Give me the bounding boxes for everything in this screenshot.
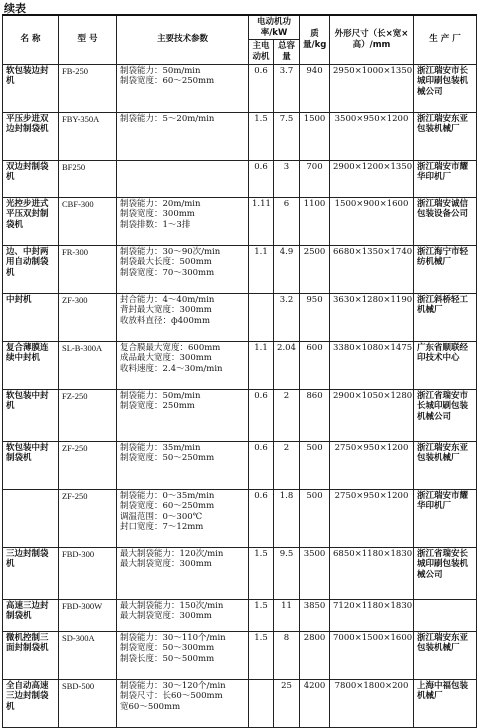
row-name: 三边封制袋机 bbox=[3, 547, 59, 599]
row-dims: 2900×1050×1280 bbox=[330, 389, 414, 441]
param-line: 成品最大宽度：300mm bbox=[120, 353, 212, 364]
row-mass: 3850 bbox=[300, 599, 330, 631]
row-mass: 500 bbox=[300, 441, 330, 489]
param-line: 背封最大宽度：300mm bbox=[120, 305, 212, 316]
param-line: 制袋尺寸：长60～500mm bbox=[120, 691, 223, 702]
col-header-name: 名 称 bbox=[3, 15, 59, 64]
row-main-power: 0.6 bbox=[249, 64, 274, 112]
row-main-power: 1.11 bbox=[249, 197, 274, 245]
row-params bbox=[117, 160, 249, 197]
row-dims: 6850×1180×1830 bbox=[330, 547, 414, 599]
row-model: FBY-350A bbox=[59, 112, 117, 160]
row-main-power: 0.6 bbox=[249, 489, 274, 547]
row-dims: 7000×1500×1600 bbox=[330, 631, 414, 679]
row-mass: 600 bbox=[300, 341, 330, 389]
table-row bbox=[3, 489, 477, 547]
row-model: ZF-250 bbox=[59, 441, 117, 489]
param-line: 制袋宽度：70～300mm bbox=[120, 267, 215, 278]
param-line: 制袋能力：30～110个/min bbox=[120, 632, 226, 643]
row-main-power: 0.6 bbox=[249, 160, 274, 197]
row-total-power: 7.5 bbox=[274, 112, 300, 160]
row-name: 软包装中封制袋机 bbox=[3, 441, 59, 489]
row-params bbox=[117, 341, 249, 389]
table-row bbox=[3, 197, 477, 245]
row-params bbox=[117, 293, 249, 341]
row-model: FZ-250 bbox=[59, 389, 117, 441]
param-line: 复合膜最大宽度：600mm bbox=[120, 342, 221, 353]
param-line: 制袋能力：30～120个/min bbox=[120, 680, 226, 691]
row-mass: 1500 bbox=[300, 112, 330, 160]
row-main-power: 1.1 bbox=[249, 245, 274, 293]
row-mass: 2800 bbox=[300, 631, 330, 679]
param-line: 制袋能力：50m/min bbox=[120, 65, 201, 76]
row-mass: 2500 bbox=[300, 245, 330, 293]
param-line: 最大制袋宽度：300mm bbox=[120, 559, 212, 570]
table-row bbox=[3, 441, 477, 489]
table-row bbox=[3, 64, 477, 112]
col-header-main-power: 主电动机 bbox=[249, 40, 274, 64]
row-maker: 浙江瑞安东亚包装机械厂 bbox=[414, 112, 477, 160]
row-main-power bbox=[249, 293, 274, 341]
row-name: 复合薄膜连续中封机 bbox=[3, 341, 59, 389]
row-main-power: 1.1 bbox=[249, 341, 274, 389]
param-line: 制袋能力：30～90次/min bbox=[120, 246, 221, 257]
row-mass: 500 bbox=[300, 489, 330, 547]
row-name: 平压步进双边封制袋机 bbox=[3, 112, 59, 160]
row-model: FBD-300W bbox=[59, 599, 117, 631]
row-mass: 860 bbox=[300, 389, 330, 441]
row-params bbox=[117, 441, 249, 489]
table-row bbox=[3, 293, 477, 341]
row-main-power: 0.6 bbox=[249, 389, 274, 441]
col-header-total-power: 总容量 bbox=[274, 40, 300, 64]
row-dims: 7800×1800×200 bbox=[330, 679, 414, 727]
param-line: 收料速度：2.4～30m/min bbox=[120, 363, 223, 374]
table-row bbox=[3, 679, 477, 727]
param-line: 制袋宽度：60～250mm bbox=[120, 501, 215, 512]
row-maker: 浙江瑞安市长城印刷包装机械公司 bbox=[414, 64, 477, 112]
row-total-power: 25 bbox=[274, 679, 300, 727]
row-dims: 1500×900×1600 bbox=[330, 197, 414, 245]
param-line: 制袋能力：5～20m/min bbox=[120, 113, 215, 124]
row-dims: 2900×1200×1350 bbox=[330, 160, 414, 197]
row-dims: 3500×950×1200 bbox=[330, 112, 414, 160]
col-header-power: 电动机功率/kW bbox=[249, 15, 300, 40]
row-dims: 3630×1280×1190 bbox=[330, 293, 414, 341]
row-name: 微机控制三面封制袋机 bbox=[3, 631, 59, 679]
row-maker: 浙江省瑞安长城印刷包装机械公司 bbox=[414, 547, 477, 599]
row-main-power: 1.5 bbox=[249, 631, 274, 679]
row-maker: 浙江斜桥轻工机械厂 bbox=[414, 293, 477, 341]
param-line: 最大制袋宽度：300mm bbox=[120, 611, 212, 622]
param-line: 制袋排数：1～3排 bbox=[120, 219, 191, 230]
row-total-power: 2 bbox=[274, 389, 300, 441]
param-line: 最大制袋能力：120次/min bbox=[120, 548, 224, 559]
param-line: 宽60～500mm bbox=[120, 701, 181, 712]
col-header-dims: 外形尺寸（长×宽×高）/mm bbox=[330, 15, 414, 64]
row-name: 中封机 bbox=[3, 293, 59, 341]
row-name bbox=[3, 489, 59, 547]
row-model: FR-300 bbox=[59, 245, 117, 293]
row-total-power: 9.5 bbox=[274, 547, 300, 599]
table-row bbox=[3, 245, 477, 293]
row-total-power: 2 bbox=[274, 441, 300, 489]
param-line: 制袋宽度：300mm bbox=[120, 209, 195, 220]
row-mass: 1100 bbox=[300, 197, 330, 245]
param-line: 封口宽度：7～12mm bbox=[120, 522, 204, 533]
row-main-power: 1.5 bbox=[249, 599, 274, 631]
row-name: 全自动高速三边封制袋机 bbox=[3, 679, 59, 727]
row-params bbox=[117, 679, 249, 727]
row-dims: 7120×1180×1830 bbox=[330, 599, 414, 631]
row-maker: 浙江瑞安诚信包装设备公司 bbox=[414, 197, 477, 245]
row-model: ZF-250 bbox=[59, 489, 117, 547]
row-mass: 3500 bbox=[300, 547, 330, 599]
param-line: 制袋宽度：50～250mm bbox=[120, 453, 215, 464]
table-row bbox=[3, 112, 477, 160]
row-params bbox=[117, 389, 249, 441]
row-params bbox=[117, 64, 249, 112]
row-model: SD-300A bbox=[59, 631, 117, 679]
row-total-power: 1.8 bbox=[274, 489, 300, 547]
param-line: 调温范围：0～300℃ bbox=[120, 511, 203, 522]
row-main-power: 1.5 bbox=[249, 547, 274, 599]
param-line: 收放料直径：ф400mm bbox=[120, 315, 210, 326]
row-params bbox=[117, 245, 249, 293]
row-params bbox=[117, 631, 249, 679]
row-total-power: 4.9 bbox=[274, 245, 300, 293]
row-model: FBD-300 bbox=[59, 547, 117, 599]
row-maker: 浙江瑞安市耀华印机厂 bbox=[414, 489, 477, 547]
table-row bbox=[3, 631, 477, 679]
row-maker: 上海中福包装机械厂 bbox=[414, 679, 477, 727]
row-name: 光控步进式平压双封制袋机 bbox=[3, 197, 59, 245]
row-mass: 4200 bbox=[300, 679, 330, 727]
row-maker: 广东省顺联经印技术中心 bbox=[414, 341, 477, 389]
row-model: SL-B-300A bbox=[59, 341, 117, 389]
row-dims: 2750×950×1200 bbox=[330, 441, 414, 489]
row-name: 软包装中封机 bbox=[3, 389, 59, 441]
param-line: 制袋能力：0～35m/min bbox=[120, 490, 215, 501]
row-name: 软包装边封机 bbox=[3, 64, 59, 112]
table-row bbox=[3, 599, 477, 631]
row-model: FB-250 bbox=[59, 64, 117, 112]
row-dims: 2750×950×1200 bbox=[330, 489, 414, 547]
row-name: 双边封制袋机 bbox=[3, 160, 59, 197]
row-params bbox=[117, 599, 249, 631]
table-row bbox=[3, 160, 477, 197]
row-model: BF250 bbox=[59, 160, 117, 197]
row-total-power: 11 bbox=[274, 599, 300, 631]
param-line: 制袋长度：50～500mm bbox=[120, 653, 215, 664]
param-line: 制袋最大长度：500mm bbox=[120, 257, 212, 268]
table-row bbox=[3, 341, 477, 389]
param-line: 制袋能力：35m/min bbox=[120, 442, 201, 453]
param-line: 制袋能力：50m/min bbox=[120, 390, 201, 401]
row-main-power: 0.6 bbox=[249, 441, 274, 489]
equipment-table bbox=[2, 14, 477, 728]
col-header-mass: 质量/kg bbox=[300, 15, 330, 64]
table-caption: 续表 bbox=[4, 2, 26, 15]
row-dims: 6680×1350×1740 bbox=[330, 245, 414, 293]
param-line: 制袋宽度：50～300mm bbox=[120, 643, 215, 654]
param-line: 制袋宽度：250mm bbox=[120, 401, 195, 412]
row-total-power: 3 bbox=[274, 160, 300, 197]
col-header-model: 型 号 bbox=[59, 15, 117, 64]
table-row bbox=[3, 547, 477, 599]
row-maker: 浙江瑞安市耀华印机厂 bbox=[414, 160, 477, 197]
row-mass: 950 bbox=[300, 293, 330, 341]
col-header-params: 主要技术参数 bbox=[117, 15, 249, 64]
row-params bbox=[117, 489, 249, 547]
row-total-power: 3.2 bbox=[274, 293, 300, 341]
row-maker: 浙江瑞安东亚包装机械厂 bbox=[414, 631, 477, 679]
row-model: ZF-300 bbox=[59, 293, 117, 341]
row-params bbox=[117, 547, 249, 599]
row-total-power: 2.04 bbox=[274, 341, 300, 389]
row-maker: 浙江瑞安东亚包装机械厂 bbox=[414, 441, 477, 489]
row-params bbox=[117, 112, 249, 160]
param-line: 封合能力：4～40m/min bbox=[120, 294, 215, 305]
row-maker bbox=[414, 599, 477, 631]
row-total-power: 3.7 bbox=[274, 64, 300, 112]
param-line: 制袋宽度：60～250mm bbox=[120, 76, 215, 87]
param-line: 制袋能力：20m/min bbox=[120, 198, 201, 209]
row-params bbox=[117, 197, 249, 245]
col-header-maker: 生 产 厂 bbox=[414, 15, 477, 64]
row-model: CBF-300 bbox=[59, 197, 117, 245]
row-maker: 浙江海宁市轻纺机械厂 bbox=[414, 245, 477, 293]
row-mass: 700 bbox=[300, 160, 330, 197]
table-row bbox=[3, 389, 477, 441]
row-model: SBD-500 bbox=[59, 679, 117, 727]
row-main-power: 1.5 bbox=[249, 112, 274, 160]
row-maker: 浙江省瑞安市长城印刷包装机械公司 bbox=[414, 389, 477, 441]
row-name: 高速三边封制袋机 bbox=[3, 599, 59, 631]
row-mass: 940 bbox=[300, 64, 330, 112]
row-dims: 3380×1080×1475 bbox=[330, 341, 414, 389]
row-name: 边、中封两用自动制袋机 bbox=[3, 245, 59, 293]
param-line: 最大制袋能力：150次/min bbox=[120, 600, 224, 611]
row-total-power: 8 bbox=[274, 631, 300, 679]
row-dims: 2950×1000×1350 bbox=[330, 64, 414, 112]
row-total-power: 6 bbox=[274, 197, 300, 245]
row-main-power bbox=[249, 679, 274, 727]
